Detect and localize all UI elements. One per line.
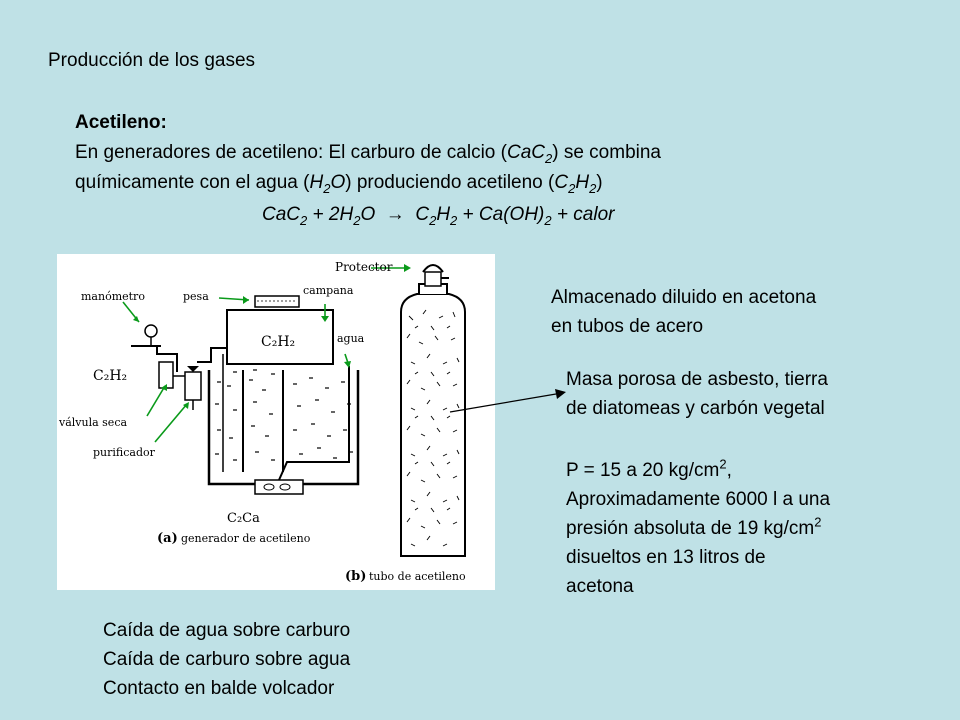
reaction-equation: $CaC_2 + 2H_2O \to C_2H_2 + Ca(OH)_2$ + calor — [262, 204, 615, 228]
label-campana: campana — [303, 284, 354, 297]
storage-line-2: en tubos de acero — [551, 316, 704, 337]
caption-a-text: generador de acetileno — [181, 532, 311, 545]
label-c2ca: C₂Ca — [227, 511, 260, 526]
pressure-line-1: P = 15 a 20 $kg/cm^2$, — [566, 456, 732, 481]
description-line-2: químicamente con el agua $(H_2O)$ produciendo acetileno $(C_2H_2)$ — [75, 172, 603, 196]
caption-a-marker: (a) — [157, 531, 178, 546]
label-c2h2-bell: C₂H₂ — [261, 334, 296, 350]
description-line-1: En generadores de acetileno: El carburo de calcio (CaC$_2$) se combina — [75, 142, 662, 166]
method-item-2: Caída de carburo sobre agua — [103, 649, 351, 670]
caption-b-marker: (b) — [345, 569, 367, 584]
label-purificador: purificador — [93, 446, 155, 459]
method-item-1: Caída de agua sobre carburo — [103, 620, 351, 641]
section-title: Acetileno: — [75, 112, 167, 133]
pressure-line-3: presión absoluta de 19 $kg/cm^2$ — [566, 514, 822, 539]
label-c2h2-outlet: C₂H₂ — [93, 368, 128, 384]
label-valvula: válvula seca — [59, 416, 128, 429]
label-agua: agua — [337, 332, 365, 345]
page-heading: Producción de los gases — [48, 50, 256, 71]
porous-line-2: de diatomeas y carbón vegetal — [566, 398, 825, 419]
pressure-line-5: acetona — [566, 576, 634, 597]
label-pesa: pesa — [183, 290, 209, 303]
porous-line-1: Masa porosa de asbesto, tierra — [566, 369, 828, 390]
label-manometro: manómetro — [81, 290, 145, 303]
pressure-line-2: Aproximadamente 6000 l a una — [566, 489, 831, 510]
caption-b-text: tubo de acetileno — [369, 570, 466, 583]
method-item-3: Contacto en balde volcador — [103, 678, 335, 699]
storage-line-1: Almacenado diluido en acetona — [551, 287, 817, 308]
pressure-line-4: disueltos en 13 litros de — [566, 547, 766, 568]
label-protector: Protector — [335, 260, 393, 274]
